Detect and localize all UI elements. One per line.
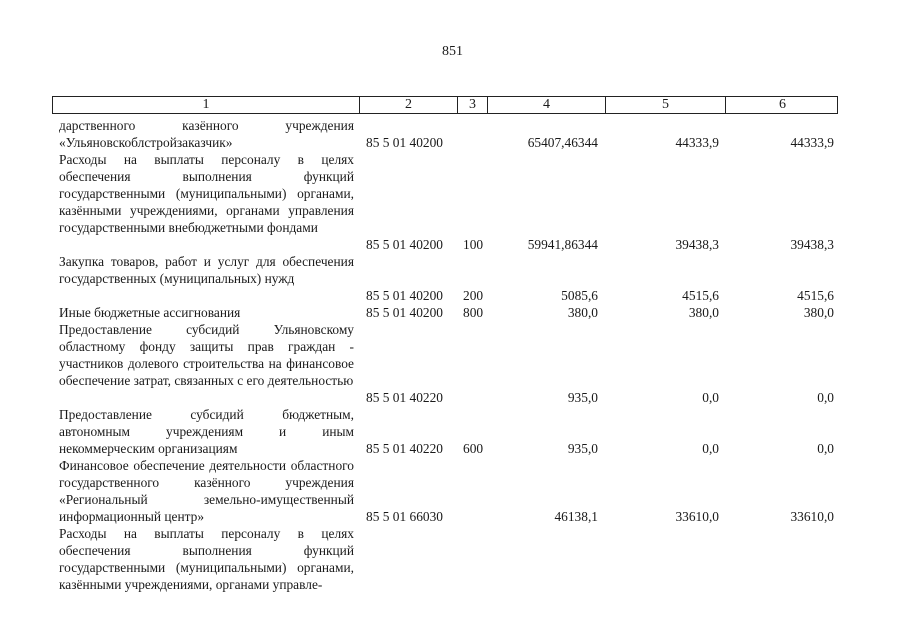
table-header (52, 96, 838, 114)
row-code: 85 5 01 40220 (366, 441, 443, 456)
row-description: Расходы на выплаты персоналу в целях обеспечения выполнения функций государственными (муниципальными) органами, казёнными учреждениями, органами управления государственными внебюджетными фондами (59, 152, 354, 235)
row-type: 100 (463, 237, 484, 252)
row-description: Закупка товаров, работ и услуг для обеспечения государственных (муниципальных) нужд (59, 254, 354, 286)
header-col-1: 1 (202, 97, 210, 112)
row-value-col6: 44333,9 (790, 135, 834, 150)
row-code: 85 5 01 40220 (366, 390, 443, 405)
row-value-col4: 46138,1 (554, 509, 598, 524)
row-value-col4: 380,0 (567, 305, 598, 320)
row-type: 800 (463, 305, 484, 320)
row-value-col4: 59941,86344 (527, 237, 598, 252)
row-value-col6: 380,0 (803, 305, 834, 320)
row-description: Финансовое обеспечение деятельности областного государственного казённого учреждения «Региональный земельно-имущественный информационный центр» (59, 458, 354, 524)
row-value-col5: 380,0 (688, 305, 719, 320)
row-value-col6: 0,0 (817, 441, 834, 456)
page-number: 851 (442, 44, 463, 59)
header-col-2: 2 (359, 97, 457, 113)
row-value-col4: 65407,46344 (527, 135, 598, 150)
row-code: 85 5 01 40200 (366, 288, 443, 303)
row-type: 200 (463, 288, 484, 303)
row-value-col5: 4515,6 (682, 288, 719, 303)
row-value-col5: 39438,3 (675, 237, 719, 252)
row-description: Предоставление субсидий Ульяновскому областному фонду защиты прав граждан - участников долевого строительства на финансовое обеспечение затрат, связанных с его деятельностью (59, 322, 354, 388)
row-value-col6: 4515,6 (797, 288, 834, 303)
row-value-col6: 0,0 (817, 390, 834, 405)
row-description: Расходы на выплаты персоналу в целях обеспечения выполнения функций государственными (муниципальными) органами, казёнными учреждениями, органами управле- (59, 526, 354, 592)
row-description: Предоставление субсидий бюджетным, автономным учреждениям и иным некоммерческим организациям (59, 407, 354, 456)
row-value-col5: 44333,9 (675, 135, 719, 150)
row-code: 85 5 01 40200 (366, 305, 443, 320)
header-col-3: 3 (457, 97, 487, 113)
row-code: 85 5 01 40200 (366, 135, 443, 150)
row-description: Иные бюджетные ассигнования (59, 305, 241, 320)
row-code: 85 5 01 66030 (366, 509, 443, 524)
row-value-col4: 935,0 (567, 390, 598, 405)
header-col-5: 5 (605, 97, 725, 113)
row-value-col5: 0,0 (702, 390, 719, 405)
row-value-col6: 39438,3 (790, 237, 834, 252)
row-value-col4: 935,0 (567, 441, 598, 456)
header-col-6: 6 (725, 97, 839, 113)
row-value-col5: 33610,0 (675, 509, 719, 524)
row-value-col6: 33610,0 (790, 509, 834, 524)
row-value-col5: 0,0 (702, 441, 719, 456)
row-type: 600 (463, 441, 484, 456)
header-col-4: 4 (487, 97, 605, 113)
row-description: дарственного казённого учреждения «Ульяновскоблстройзаказчик» (59, 118, 354, 150)
row-code: 85 5 01 40200 (366, 237, 443, 252)
row-value-col4: 5085,6 (561, 288, 598, 303)
